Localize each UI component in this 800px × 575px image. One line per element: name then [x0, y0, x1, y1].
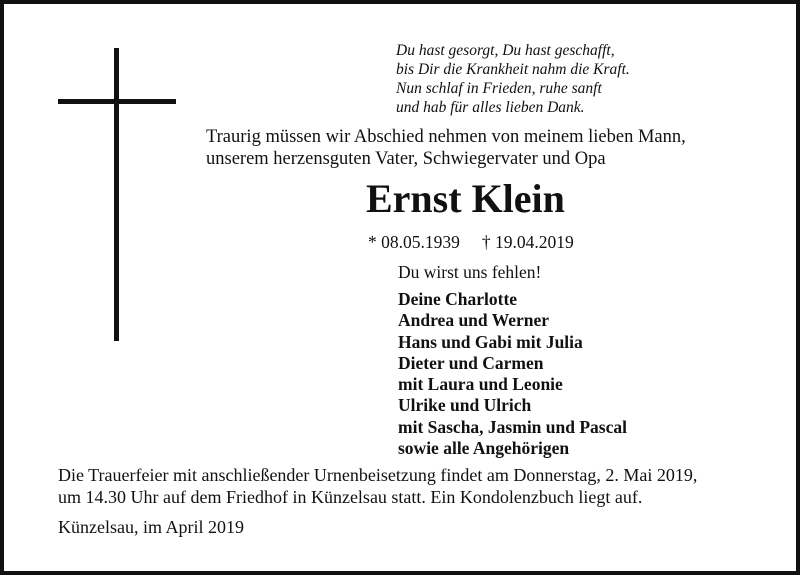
cross-horizontal-bar: [58, 99, 176, 104]
ceremony-line: um 14.30 Uhr auf dem Friedhof in Künzelsau statt. Ein Kondolenzbuch liegt auf.: [58, 487, 643, 507]
birth-date: * 08.05.1939: [368, 232, 460, 252]
deceased-name: Ernst Klein: [366, 176, 565, 221]
death-date: † 19.04.2019: [481, 232, 574, 252]
place-date: Künzelsau, im April 2019: [58, 517, 244, 537]
poem: [396, 41, 630, 117]
poem-line: Du hast gesorgt, Du hast geschafft,: [396, 42, 615, 59]
mourner-line: Dieter und Carmen: [398, 352, 544, 373]
mourner-line: Ulrike und Ulrich: [398, 395, 532, 416]
mourner-line: Andrea und Werner: [398, 310, 550, 331]
cross-vertical-bar: [114, 48, 119, 341]
intro-line: Traurig müssen wir Abschied nehmen von meinem lieben Mann,: [206, 127, 686, 147]
mourner-line: Hans und Gabi mit Julia: [398, 331, 583, 352]
intro-line: unserem herzensguten Vater, Schwiegervater und Opa: [206, 149, 606, 169]
poem-line: bis Dir die Krankheit nahm die Kraft.: [396, 61, 630, 78]
mourner-line: mit Laura und Leonie: [398, 374, 563, 395]
ceremony-info: [58, 464, 697, 508]
ceremony-line: Die Trauerfeier mit anschließender Urnenbeisetzung findet am Donnerstag, 2. Mai 2019,: [58, 465, 698, 485]
mourner-line: mit Sascha, Jasmin und Pascal: [398, 416, 627, 437]
poem-line: Nun schlaf in Frieden, ruhe sanft: [396, 80, 602, 97]
life-dates: [368, 232, 574, 252]
farewell-line: Du wirst uns fehlen!: [398, 262, 542, 282]
mourner-line: sowie alle Angehörigen: [398, 438, 570, 459]
mourner-line: Deine Charlotte: [398, 289, 518, 309]
poem-line: und hab für alles lieben Dank.: [396, 99, 585, 116]
mourners-list: [398, 289, 627, 459]
intro-text: [206, 126, 686, 170]
